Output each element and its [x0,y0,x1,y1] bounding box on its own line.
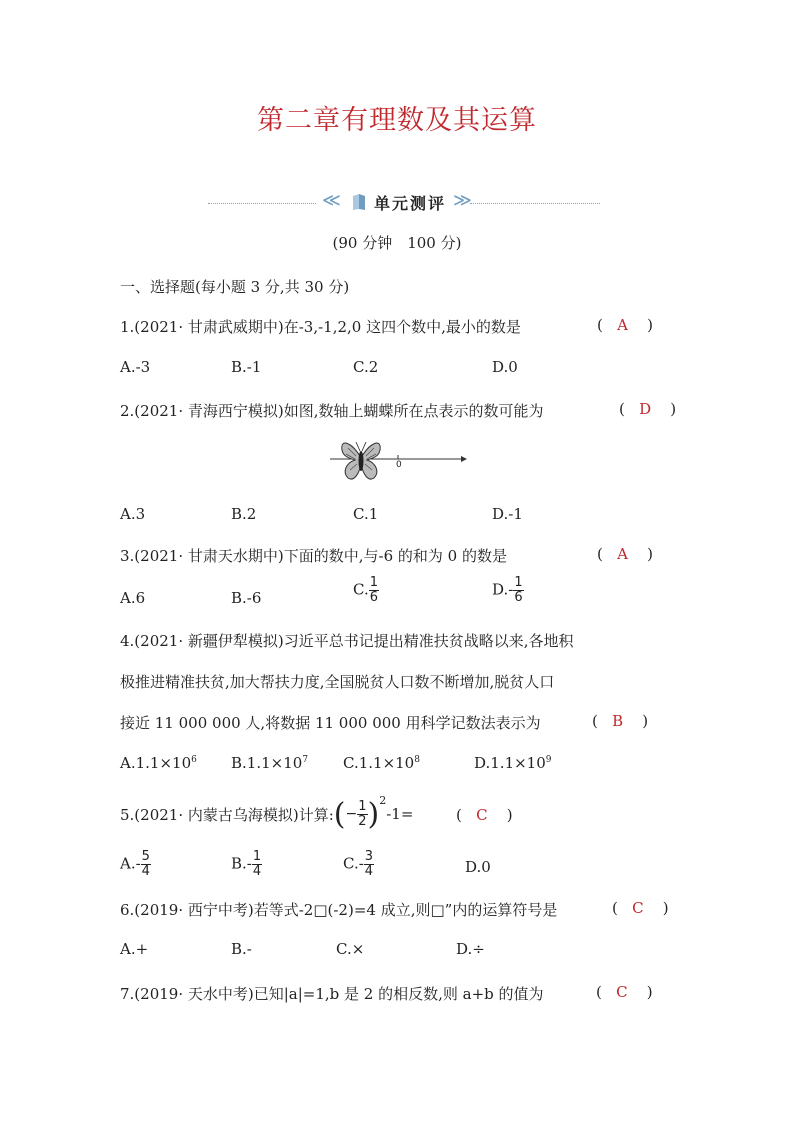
q5-option-c [343,850,374,879]
question-5-answer: ( C ) [456,806,513,824]
fraction-denominator: 6 [369,590,378,605]
option-prefix: D.- [492,580,514,599]
fraction-numerator: 1 [369,575,378,590]
fraction [252,850,262,879]
question-1-stem: 1.(2021· 甘肃武威期中)在-3,-1,2,0 这四个数中,最小的数是 [120,318,521,336]
q6-option-c: C.× [336,940,365,958]
question-6-answer: ( C ) [612,899,669,917]
answer-letter: A [617,545,628,563]
fraction [357,800,367,829]
right-paren: ) [367,796,380,832]
fraction-numerator: 1 [358,798,367,814]
question-4-line-3: 接近 11 000 000 人,将数据 11 000 000 用科学记数法表示为 [120,714,541,732]
option-exponent: 9 [545,755,552,765]
fraction [141,850,151,879]
q5-option-d: D.0 [465,858,491,876]
question-7-stem: 7.(2019· 天水中考)已知|a|=1,b 是 2 的相反数,则 a+b 的值为 [120,985,544,1003]
question-4-line-1: 4.(2021· 新疆伊犁模拟)习近平总书记提出精准扶贫战略以来,各地积 [120,632,574,650]
question-1-answer: ( A ) [597,316,653,334]
fraction-denominator: 4 [252,864,262,879]
q4-option-a [120,754,197,772]
book-icon [352,193,366,211]
number-line-figure [328,436,468,482]
q4-option-c [343,754,420,772]
banner-label: 单元测评 [374,194,447,213]
question-4-line-2: 极推进精准扶贫,加大帮扶力度,全国脱贫人口数不断增加,脱贫人口 [120,673,555,691]
fraction-numerator: 1 [514,575,523,590]
q1-option-c: C.2 [353,358,379,376]
fraction-numerator: 1 [252,849,262,864]
question-7-answer: ( C ) [596,983,653,1001]
question-2-stem: 2.(2021· 青海西宁模拟)如图,数轴上蝴蝶所在点表示的数可能为 [120,402,544,420]
answer-letter: A [617,316,628,334]
time-score-note: (90 分钟 100 分) [332,234,462,252]
question-4-answer: ( B ) [592,712,649,730]
question-5-text: 5.(2021· 内蒙古乌海模拟)计算: [120,805,334,824]
banner-left-chevron: ≪ [322,190,341,211]
butterfly-icon [342,442,380,479]
q6-option-b: B.- [231,940,252,958]
q5-option-b [231,850,262,879]
section-banner [208,189,600,217]
q1-option-a: A.-3 [120,358,151,376]
fraction-denominator: 6 [514,590,523,605]
q2-option-a: A.3 [120,505,146,523]
q3-option-d [492,576,524,605]
option-base: B.1.1×10 [231,754,303,772]
q6-option-d: D.÷ [456,940,485,958]
q1-option-d: D.0 [492,358,518,376]
option-base: A.1.1×10 [120,754,192,772]
fraction-numerator: 3 [364,849,374,864]
left-paren: ( [333,796,346,832]
fraction [513,576,523,605]
exponent: 2 [379,794,387,807]
question-3-stem: 3.(2021· 甘肃天水期中)下面的数中,与-6 的和为 0 的数是 [120,547,507,565]
q2-option-c: C.1 [353,505,379,523]
option-exponent: 6 [191,755,197,765]
answer-letter: B [612,712,624,730]
question-5-tail: -1= [386,805,414,823]
answer-letter: C [476,806,488,824]
option-prefix: B.- [231,854,252,873]
q5-option-a [120,850,151,879]
fraction [364,850,374,879]
question-3-answer: ( A ) [597,545,653,563]
minus-sign: − [345,806,358,822]
banner-right-line [470,203,600,204]
q6-option-a: A.+ [120,940,149,958]
question-6-stem: 6.(2019· 西宁中考)若等式-2□(-2)=4 成立,则□”内的运算符号是 [120,901,558,919]
q1-option-b: B.-1 [231,358,262,376]
q3-option-c [353,576,379,605]
fraction-denominator: 4 [364,864,374,879]
q4-option-b [231,754,308,772]
fraction-denominator: 4 [141,864,150,879]
answer-letter: D [639,400,652,418]
q2-option-d: D.-1 [492,505,523,523]
page-title: 第二章有理数及其运算 [257,105,537,136]
option-prefix: A.- [120,854,141,873]
banner-left-line [208,203,316,204]
answer-letter: C [616,983,628,1001]
fraction-numerator: 5 [141,849,150,864]
section-heading: 一、选择题(每小题 3 分,共 30 分) [120,278,350,296]
option-exponent: 7 [302,755,309,765]
option-base: D.1.1×10 [474,754,546,772]
option-prefix: C. [353,580,369,599]
q3-option-a: A.6 [120,589,146,607]
q2-option-b: B.2 [231,505,257,523]
option-base: C.1.1×10 [343,754,415,772]
number-line-zero-label: 0 [396,460,402,470]
fraction-denominator: 2 [358,813,367,829]
question-5-stem [120,790,413,838]
option-exponent: 8 [414,755,420,765]
q4-option-d [474,754,552,772]
banner-right-chevron: ≫ [453,190,472,211]
fraction [369,576,379,605]
question-2-answer: ( D ) [619,400,677,418]
option-prefix: C.- [343,854,364,873]
q3-option-b: B.-6 [231,589,262,607]
answer-letter: C [632,899,644,917]
